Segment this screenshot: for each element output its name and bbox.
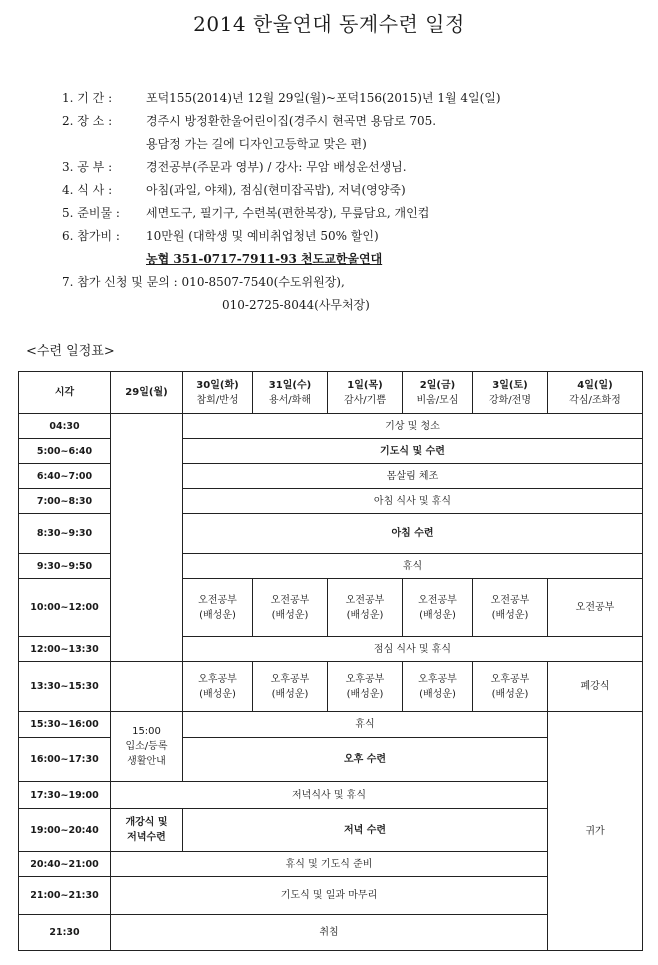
event-rest-prep: 휴식 및 기도식 준비 xyxy=(111,852,548,877)
header-29: 29일(월) xyxy=(111,372,183,414)
time-cell: 04:30 xyxy=(19,414,111,439)
event-am-study-3: 오전공부 (배성운) xyxy=(473,579,548,637)
time-cell: 15:30~16:00 xyxy=(19,712,111,738)
event-am-study-4: 오전공부 xyxy=(548,579,643,637)
place-note: 용담정 가는 길에 디자인고등학교 맞은 편) xyxy=(146,137,367,151)
header-row xyxy=(19,372,643,414)
row-1330 xyxy=(19,662,643,712)
time-cell: 21:00~21:30 xyxy=(19,877,111,915)
time-cell: 21:30 xyxy=(19,915,111,951)
row-0430 xyxy=(19,414,643,439)
contact-2: 010-2725-8044(사무처장) xyxy=(222,298,370,312)
meal-value: 아침(과일, 야채), 점심(현미잡곡밥), 저녁(영양죽) xyxy=(146,183,406,197)
header-1: 1일(목) 감사/기쁨 xyxy=(328,372,403,414)
event-stretch: 몸살림 체조 xyxy=(183,464,643,489)
row-1530 xyxy=(19,712,643,738)
place-label: 2. 장 소 : xyxy=(62,114,113,128)
event-pm-study-30: 오후공부 (배성운) xyxy=(183,662,253,712)
event-sleep: 취침 xyxy=(111,915,548,951)
event-closing: 폐강식 xyxy=(548,662,643,712)
time-cell: 7:00~8:30 xyxy=(19,489,111,514)
time-cell: 17:30~19:00 xyxy=(19,782,111,809)
contact-1: 010-8507-7540(수도위원장), xyxy=(181,275,345,289)
info-meal xyxy=(62,179,642,202)
event-prayer: 기도식 및 수련 xyxy=(183,439,643,464)
header-4: 4일(일) 각심/조화정 xyxy=(548,372,643,414)
fee-label: 6. 참가비 : xyxy=(62,229,120,243)
header-30: 30일(화) 참회/반성 xyxy=(183,372,253,414)
study-value: 경전공부(주문과 영부) / 강사: 무암 배성운선생님. xyxy=(146,160,407,174)
period-value: 포덕155(2014)년 12월 29일(월)~포덕156(2015)년 1월 4일(일) xyxy=(146,91,501,105)
time-cell: 5:00~6:40 xyxy=(19,439,111,464)
event-am-study-31: 오전공부 (배성운) xyxy=(253,579,328,637)
time-cell: 19:00~20:40 xyxy=(19,809,111,852)
meal-label: 4. 식 사 : xyxy=(62,183,113,197)
time-cell: 6:40~7:00 xyxy=(19,464,111,489)
event-pm-training: 오후 수련 xyxy=(183,738,548,782)
event-cleanup: 기상 및 청소 xyxy=(183,414,643,439)
info-place xyxy=(62,110,642,133)
event-opening: 개강식 및 저녁수련 xyxy=(111,809,183,852)
header-time: 시각 xyxy=(19,372,111,414)
event-arrival: 15:00 입소/등록 생활안내 xyxy=(111,712,183,782)
event-morning-training: 아침 수련 xyxy=(183,514,643,554)
schedule-section-title: <수련 일정표> xyxy=(26,344,115,359)
event-dinner: 저녁식사 및 휴식 xyxy=(111,782,548,809)
fee-value: 10만원 (대학생 및 예비취업청년 50% 할인) xyxy=(146,229,379,243)
time-cell: 16:00~17:30 xyxy=(19,738,111,782)
event-am-study-1: 오전공부 (배성운) xyxy=(328,579,403,637)
event-pm-study-1: 오후공부 (배성운) xyxy=(328,662,403,712)
time-cell: 13:30~15:30 xyxy=(19,662,111,712)
event-am-study-30: 오전공부 (배성운) xyxy=(183,579,253,637)
event-return: 귀가 xyxy=(548,712,643,951)
time-cell: 9:30~9:50 xyxy=(19,554,111,579)
bank-account xyxy=(62,248,642,271)
event-am-study-2: 오전공부 (배성운) xyxy=(403,579,473,637)
event-pm-study-3: 오후공부 (배성운) xyxy=(473,662,548,712)
event-prayer-end: 기도식 및 일과 마무리 xyxy=(111,877,548,915)
info-study xyxy=(62,156,642,179)
time-cell: 8:30~9:30 xyxy=(19,514,111,554)
event-rest-2: 휴식 xyxy=(183,712,548,738)
study-label: 3. 공 부 : xyxy=(62,160,113,174)
header-2: 2일(금) 비움/모심 xyxy=(403,372,473,414)
event-pm-study-31: 오후공부 (배성운) xyxy=(253,662,328,712)
bank-account-text: 농협 351-0717-7911-93 천도교한울연대 xyxy=(146,252,383,266)
place-value: 경주시 방정환한울어린이집(경주시 현곡면 용담로 705. xyxy=(146,114,437,128)
prep-value: 세면도구, 필기구, 수련복(편한복장), 무릎담요, 개인컵 xyxy=(146,206,430,220)
info-period xyxy=(62,87,642,110)
header-3: 3일(토) 강화/전명 xyxy=(473,372,548,414)
event-breakfast: 아침 식사 및 휴식 xyxy=(183,489,643,514)
event-pm-study-2: 오후공부 (배성운) xyxy=(403,662,473,712)
event-evening-training: 저녁 수련 xyxy=(183,809,548,852)
period-label: 1. 기 간 : xyxy=(62,91,113,105)
info-fee xyxy=(62,225,642,248)
info-prep xyxy=(62,202,642,225)
prep-label: 5. 준비물 : xyxy=(62,206,120,220)
contact-label: 7. 참가 신청 및 문의 : xyxy=(62,275,178,289)
info-block xyxy=(62,87,642,317)
day29-empty xyxy=(111,414,183,662)
schedule-table xyxy=(18,371,643,951)
time-cell: 10:00~12:00 xyxy=(19,579,111,637)
event-rest: 휴식 xyxy=(183,554,643,579)
time-cell: 12:00~13:30 xyxy=(19,637,111,662)
info-contact xyxy=(62,271,642,294)
time-cell: 20:40~21:00 xyxy=(19,852,111,877)
header-31: 31일(수) 용서/화해 xyxy=(253,372,328,414)
event-lunch: 점심 식사 및 휴식 xyxy=(183,637,643,662)
page-title: 2014 한울연대 동계수련 일정 xyxy=(193,12,465,36)
day29-empty xyxy=(111,662,183,712)
